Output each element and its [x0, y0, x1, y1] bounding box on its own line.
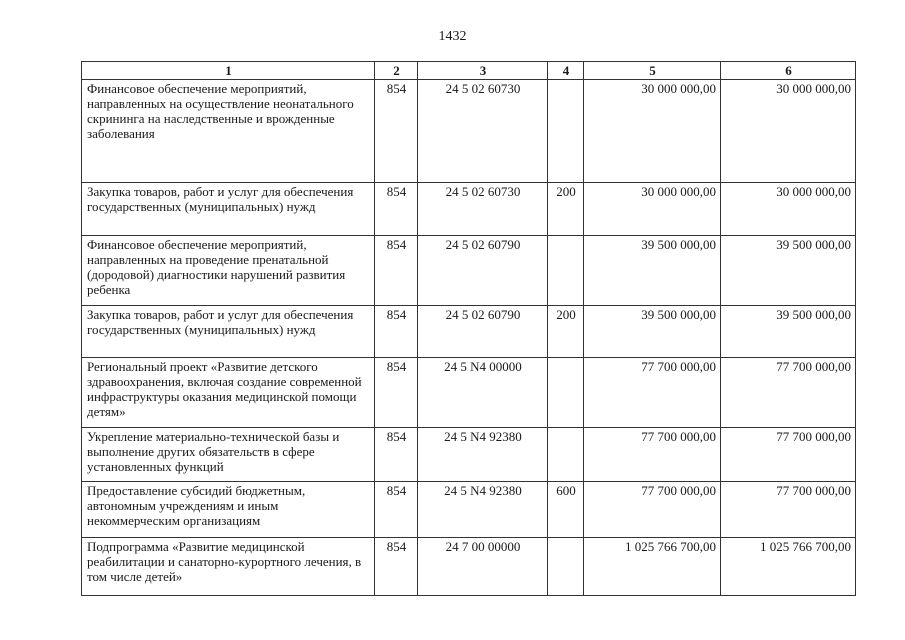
- column-header-4: 4: [548, 62, 584, 80]
- row-sum1-cell: 1 025 766 700,00: [584, 538, 721, 596]
- row-vr-cell: 200: [548, 183, 584, 236]
- column-header-6: 6: [721, 62, 856, 80]
- row-sum2-cell: 1 025 766 700,00: [721, 538, 856, 596]
- row-name-cell: Финансовое обеспечение мероприятий, направленных на проведение пренатальной (дородовой) диагностики нарушений развития ребенка: [82, 236, 375, 306]
- row-sum1-cell: 77 700 000,00: [584, 358, 721, 428]
- row-csr-cell: 24 5 02 60730: [418, 183, 548, 236]
- row-sum2-cell: 39 500 000,00: [721, 306, 856, 358]
- row-sum1-cell: 77 700 000,00: [584, 482, 721, 538]
- row-name-cell: Предоставление субсидий бюджетным, автономным учреждениям и иным некоммерческим организациям: [82, 482, 375, 538]
- row-csr-cell: 24 5 02 60790: [418, 236, 548, 306]
- row-vr-cell: 200: [548, 306, 584, 358]
- row-sum2-cell: 77 700 000,00: [721, 358, 856, 428]
- row-csr-cell: 24 5 02 60730: [418, 80, 548, 183]
- row-ved-cell: 854: [375, 306, 418, 358]
- row-vr-cell: [548, 428, 584, 482]
- table-row: [82, 183, 856, 236]
- table-row: [82, 428, 856, 482]
- row-sum2-cell: 77 700 000,00: [721, 482, 856, 538]
- table-row: [82, 358, 856, 428]
- row-vr-cell: [548, 538, 584, 596]
- row-sum1-cell: 30 000 000,00: [584, 183, 721, 236]
- row-ved-cell: 854: [375, 428, 418, 482]
- row-vr-cell: [548, 358, 584, 428]
- table-row: [82, 306, 856, 358]
- row-csr-cell: 24 5 N4 92380: [418, 482, 548, 538]
- row-csr-cell: 24 7 00 00000: [418, 538, 548, 596]
- table-row: [82, 538, 856, 596]
- row-vr-cell: [548, 80, 584, 183]
- row-sum1-cell: 77 700 000,00: [584, 428, 721, 482]
- page-number: 1432: [438, 29, 467, 44]
- row-ved-cell: 854: [375, 80, 418, 183]
- budget-table: [81, 61, 856, 596]
- row-name-cell: Региональный проект «Развитие детского здравоохранения, включая создание современной инфраструктуры оказания медицинской помощи детям»: [82, 358, 375, 428]
- row-name-cell: Закупка товаров, работ и услуг для обеспечения государственных (муниципальных) нужд: [82, 183, 375, 236]
- row-sum1-cell: 30 000 000,00: [584, 80, 721, 183]
- row-ved-cell: 854: [375, 236, 418, 306]
- row-vr-cell: [548, 236, 584, 306]
- row-sum1-cell: 39 500 000,00: [584, 236, 721, 306]
- row-sum2-cell: 77 700 000,00: [721, 428, 856, 482]
- row-sum1-cell: 39 500 000,00: [584, 306, 721, 358]
- column-header-5: 5: [584, 62, 721, 80]
- row-ved-cell: 854: [375, 358, 418, 428]
- row-vr-cell: 600: [548, 482, 584, 538]
- table-row: [82, 482, 856, 538]
- column-header-3: 3: [418, 62, 548, 80]
- row-csr-cell: 24 5 N4 92380: [418, 428, 548, 482]
- row-ved-cell: 854: [375, 183, 418, 236]
- row-name-cell: Укрепление материально-технической базы и выполнение других обязательств в сфере установленных функций: [82, 428, 375, 482]
- column-header-2: 2: [375, 62, 418, 80]
- budget-table-body: [82, 62, 856, 596]
- row-name-cell: Подпрограмма «Развитие медицинской реабилитации и санаторно-курортного лечения, в том числе детей»: [82, 538, 375, 596]
- table-row: [82, 236, 856, 306]
- row-name-cell: Финансовое обеспечение мероприятий, направленных на осуществление неонатального скрининга на наследственные и врожденные заболевания: [82, 80, 375, 183]
- table-row: [82, 80, 856, 183]
- row-name-cell: Закупка товаров, работ и услуг для обеспечения государственных (муниципальных) нужд: [82, 306, 375, 358]
- row-csr-cell: 24 5 N4 00000: [418, 358, 548, 428]
- row-sum2-cell: 30 000 000,00: [721, 183, 856, 236]
- column-header-1: 1: [82, 62, 375, 80]
- row-sum2-cell: 39 500 000,00: [721, 236, 856, 306]
- row-ved-cell: 854: [375, 538, 418, 596]
- table-header-row: [82, 62, 856, 80]
- row-ved-cell: 854: [375, 482, 418, 538]
- row-csr-cell: 24 5 02 60790: [418, 306, 548, 358]
- row-sum2-cell: 30 000 000,00: [721, 80, 856, 183]
